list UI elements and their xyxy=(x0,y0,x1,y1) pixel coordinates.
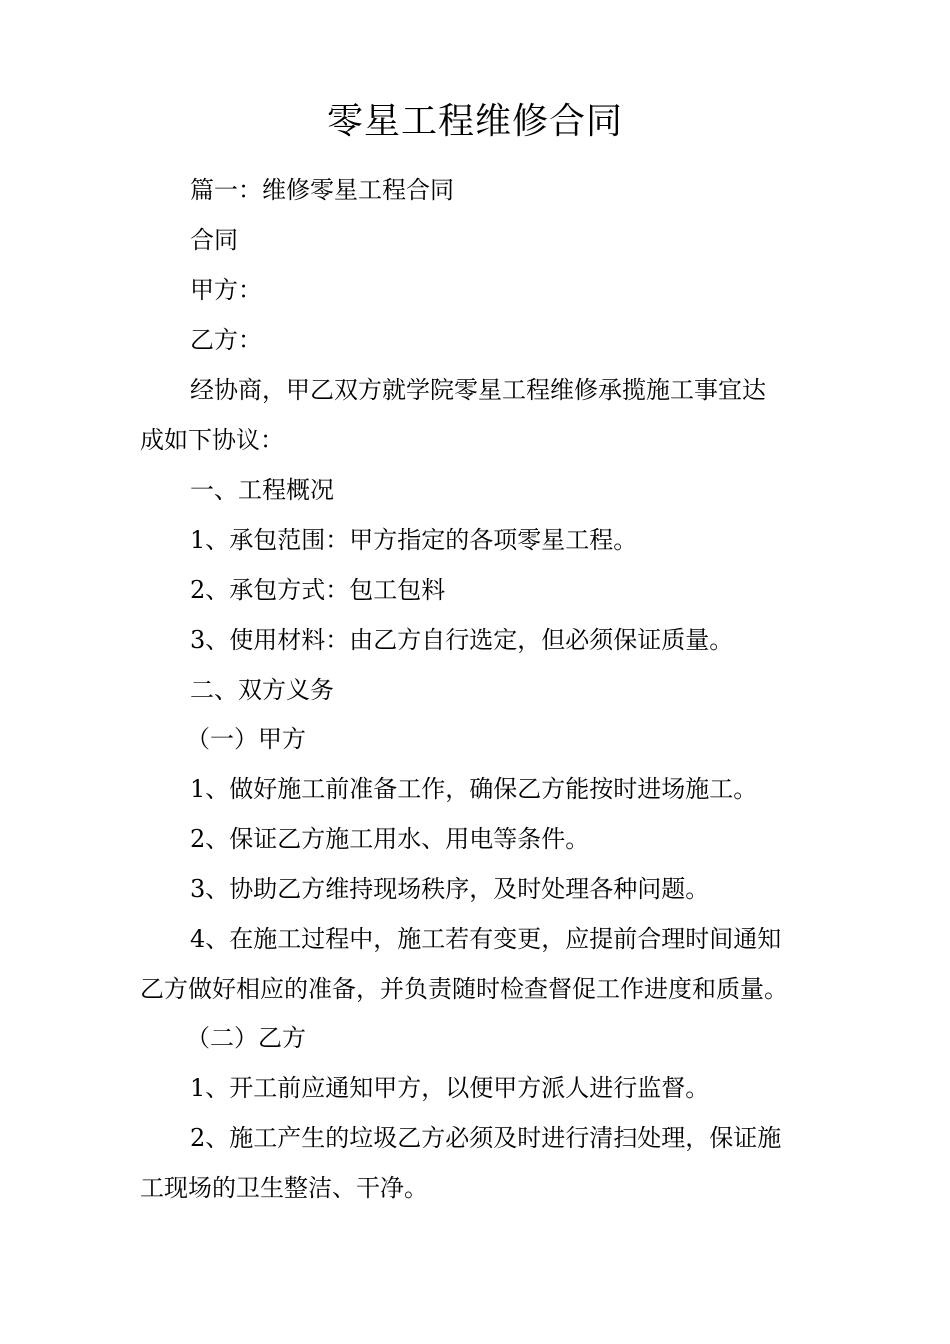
party-a-clause-1: 1、做好施工前准备工作，确保乙方能按时进场施工。 xyxy=(190,775,758,803)
section-heading-project-overview: 一、工程概况 xyxy=(190,476,334,504)
party-b-clause-1: 1、开工前应通知甲方，以便甲方派人进行监督。 xyxy=(190,1074,710,1102)
section-heading-obligations: 二、双方义务 xyxy=(190,676,334,704)
party-a-clause-4-line-1: 4、在施工过程中，施工若有变更，应提前合理时间通知 xyxy=(190,925,782,953)
subsection-heading-party-a: （一）甲方 xyxy=(186,725,306,753)
party-a-label: 甲方： xyxy=(190,276,262,304)
party-b-clause-2-line-2: 工现场的卫生整洁、干净。 xyxy=(140,1174,428,1202)
section-heading-part-one: 篇一：维修零星工程合同 xyxy=(190,176,454,204)
clause-method: 2、承包方式：包工包料 xyxy=(190,576,446,604)
preamble-line-1: 经协商，甲乙双方就学院零星工程维修承揽施工事宜达 xyxy=(190,376,766,404)
document-title: 零星工程维修合同 xyxy=(326,101,623,142)
preamble-line-2: 成如下协议： xyxy=(140,426,284,454)
clause-scope: 1、承包范围：甲方指定的各项零星工程。 xyxy=(190,526,638,554)
party-a-clause-2: 2、保证乙方施工用水、用电等条件。 xyxy=(190,825,590,853)
party-a-clause-4-line-2: 乙方做好相应的准备，并负责随时检查督促工作进度和质量。 xyxy=(140,975,788,1003)
party-b-clause-2-line-1: 2、施工产生的垃圾乙方必须及时进行清扫处理，保证施 xyxy=(190,1124,782,1152)
subsection-heading-party-b: （二）乙方 xyxy=(186,1024,306,1052)
party-b-label: 乙方： xyxy=(190,326,262,354)
contract-label: 合同 xyxy=(190,226,238,254)
party-a-clause-3: 3、协助乙方维持现场秩序，及时处理各种问题。 xyxy=(190,875,710,903)
clause-materials: 3、使用材料：由乙方自行选定，但必须保证质量。 xyxy=(190,626,734,654)
